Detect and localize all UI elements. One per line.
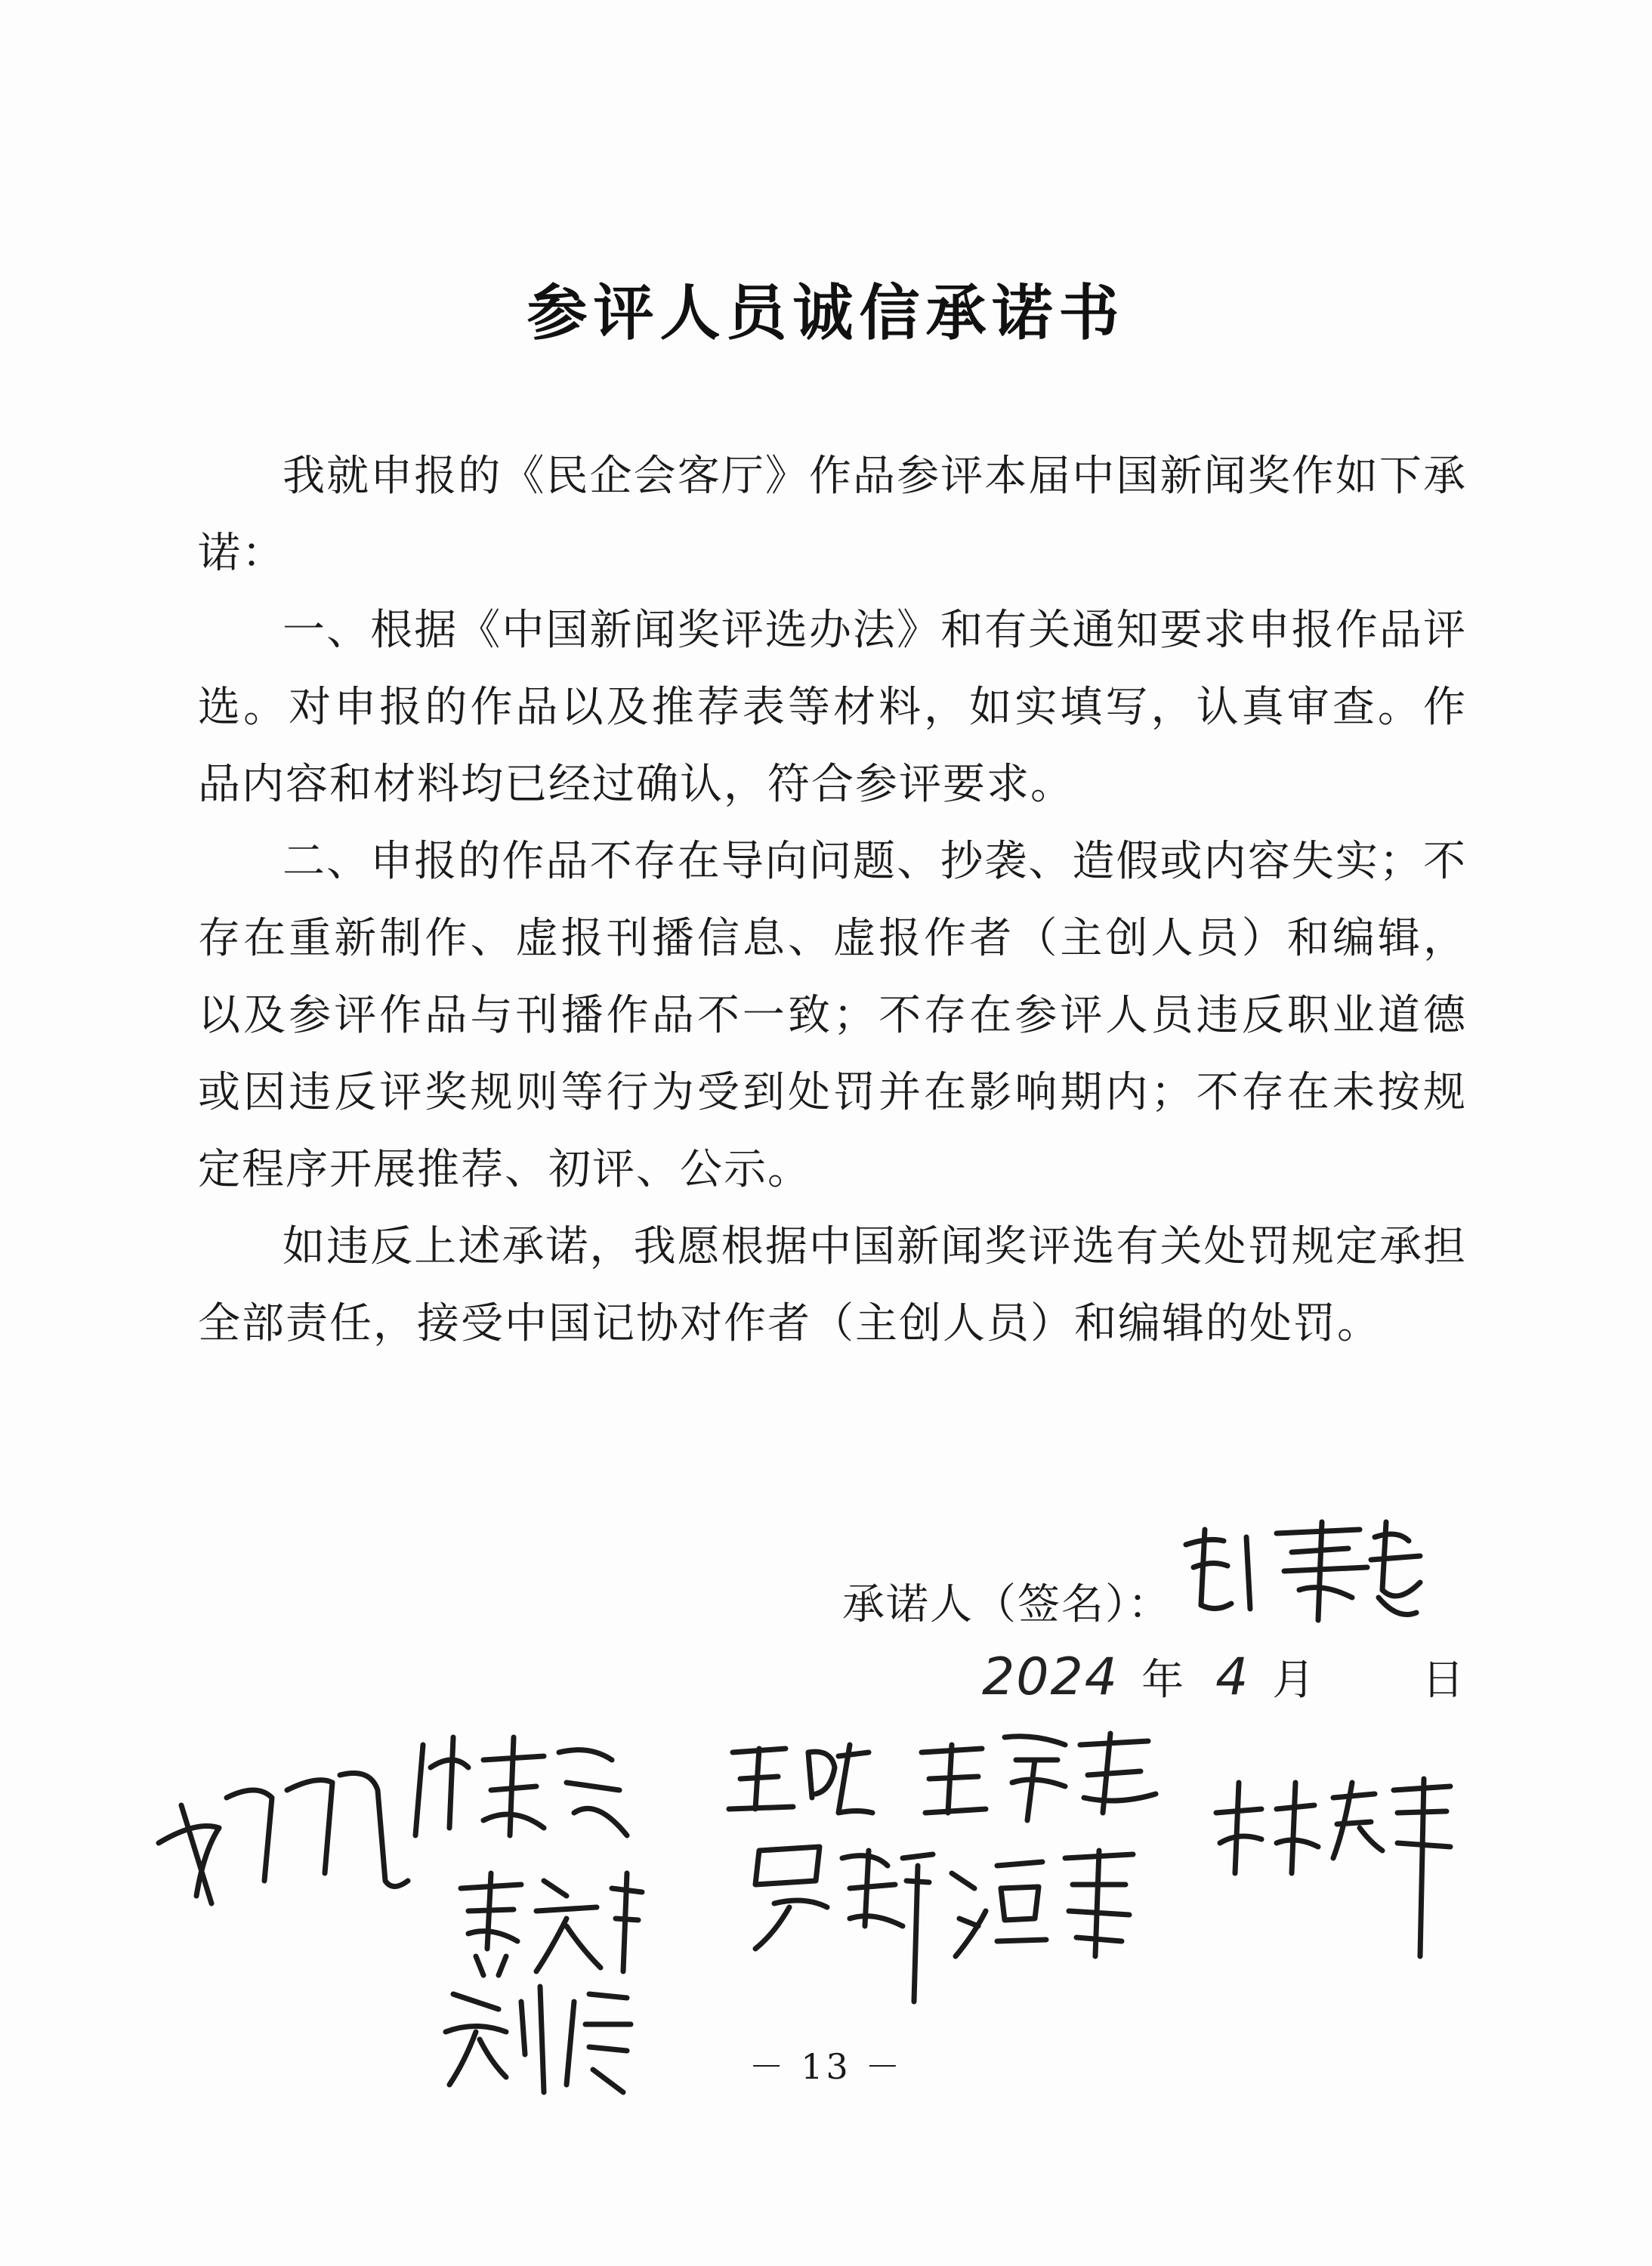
paragraph-item-2: 二、申报的作品不存在导向问题、抄袭、造假或内容失实；不存在重新制作、虚报刊播信息、虚报作者（主创人员）和编辑，以及参评作品与刊播作品不一致；不存在参评人员违反职业道德或因违反评奖规则等行为受到处罚并在影响期内；不存在未按规定程序开展推荐、初评、公示。 — [198, 837, 1467, 1194]
date-year: 2024 — [982, 1647, 1119, 1707]
co-signature-1 — [151, 1730, 423, 1911]
document-title: 参评人员诚信承诺书 — [526, 278, 1126, 348]
date-day-unit: 日 — [1422, 1656, 1466, 1705]
document-body — [198, 438, 1467, 1363]
co-signature-7 — [744, 1835, 940, 2009]
main-signature — [1178, 1514, 1428, 1628]
co-signature-2 — [408, 1722, 635, 1843]
date-year-unit: 年 — [1141, 1656, 1186, 1705]
co-signature-6 — [914, 1722, 1163, 1828]
paragraph-closing: 如违反上述承诺，我愿根据中国新闻奖评选有关处罚规定承担全部责任，接受中国记协对作者（主创人员）和编辑的处罚。 — [198, 1222, 1467, 1348]
paragraph-intro: 我就申报的《民企会客厅》作品参评本届中国新闻奖作如下承诺： — [198, 452, 1467, 578]
date-month: 4 — [1215, 1647, 1250, 1707]
signature-line — [842, 1571, 1172, 1632]
page-number: － 13 － — [749, 2046, 903, 2087]
date-month-unit: 月 — [1272, 1656, 1317, 1705]
signature-label: 承诺人（签名）： — [842, 1580, 1172, 1629]
co-signature-8 — [944, 1843, 1156, 1964]
date-line — [982, 1647, 1465, 1707]
co-signature-5 — [725, 1737, 876, 1820]
paragraph-item-1: 一、根据《中国新闻奖评选办法》和有关通知要求申报作品评选。对申报的作品以及推荐表等材料，如实填写，认真审查。作品内容和材料均已经过确认，符合参评要求。 — [198, 606, 1467, 809]
co-signature-9 — [1209, 1767, 1465, 1964]
co-signature-3 — [453, 1866, 650, 1979]
